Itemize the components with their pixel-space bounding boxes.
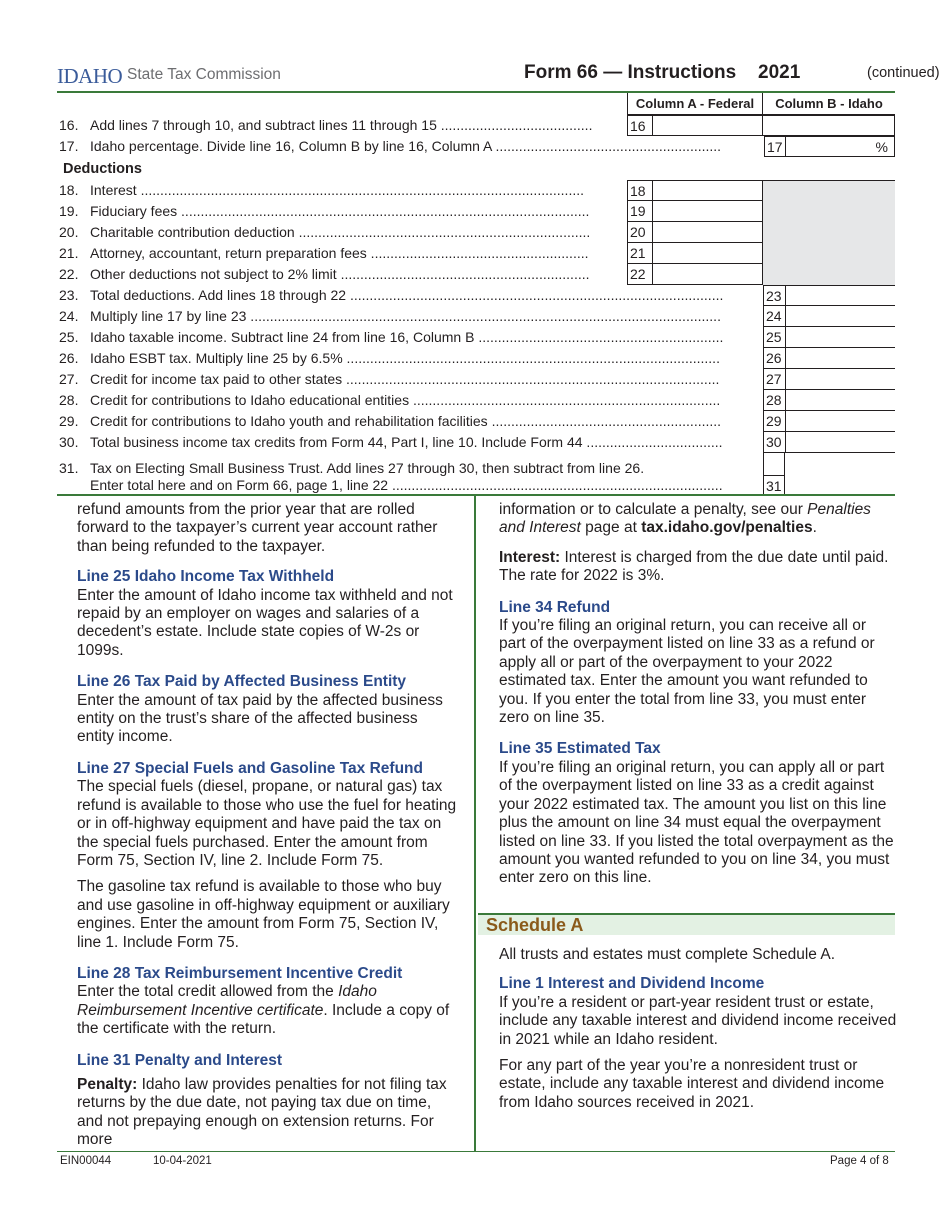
line-number: 27. <box>59 371 79 387</box>
line-31-heading: Line 31 Penalty and Interest <box>77 1051 283 1069</box>
interest-label: Interest: <box>499 548 561 566</box>
line-text: Credit for contributions to Idaho educational entities ............................................................................... <box>90 392 721 408</box>
line-26-heading: Line 26 Tax Paid by Affected Business Entity <box>77 673 407 691</box>
line-29-input[interactable] <box>785 411 895 432</box>
form-title: Form 66 — Instructions <box>524 62 737 83</box>
line-text: Idaho percentage. Divide line 16, Column B by line 16, Column A .......................................................... <box>90 138 722 154</box>
text: . <box>812 519 817 537</box>
line-number: 23. <box>59 287 79 303</box>
line-19 <box>57 201 895 222</box>
form-date: 10-04-2021 <box>153 1155 212 1167</box>
column-a-header: Column A - Federal <box>627 93 763 115</box>
line-1-body-2: For any part of the year you’re a nonresident trust or estate, include any taxable interest and dividend income from Idaho sources received in 2021. <box>499 1057 885 1111</box>
line-1-heading: Line 1 Interest and Dividend Income <box>499 975 765 993</box>
line-28-heading: Line 28 Tax Reimbursement Incentive Credit <box>77 964 403 982</box>
text: . Include a copy of the certificate with the return. <box>77 1001 450 1038</box>
line-35-heading: Line 35 Estimated Tax <box>499 740 661 758</box>
line-text: Other deductions not subject to 2% limit ................................................................ <box>90 266 590 282</box>
line-number: 22. <box>59 266 79 282</box>
line-25-input[interactable] <box>785 327 895 348</box>
line-text: Interest .................................................................................................................. <box>90 182 584 198</box>
box-label-31: 31 <box>763 475 785 496</box>
line-number: 28. <box>59 392 79 408</box>
line-25-body: Enter the amount of Idaho income tax withheld and not repaid by an employer on wages and salaries of a decedent’s estate. Include state copies of W-2s or 1099s. <box>77 586 453 659</box>
line-text: Add lines 7 through 10, and subtract lines 11 through 15 ....................................... <box>90 117 593 133</box>
schedule-a-intro: All trusts and estates must complete Schedule A. <box>499 946 836 963</box>
text: Enter the total credit allowed from the <box>77 983 339 1001</box>
certificate-name: Idaho Reimbursement Incentive certificate <box>77 983 377 1019</box>
text: Idaho law provides penalties for not filing tax returns by the due date, not paying tax due on time, and not prepaying enough on extension returns. For more <box>77 1075 447 1149</box>
line-20-col-a-input[interactable] <box>652 222 763 243</box>
box-label-17: 17 <box>764 136 786 157</box>
line-28-body <box>77 983 457 1038</box>
line-18 <box>57 180 895 201</box>
line-16-col-a-input[interactable] <box>652 115 763 136</box>
penalty-label: Penalty: <box>77 1075 138 1093</box>
line-34-body: If you’re filing an original return, you can receive all or part of the overpayment listed on line 33 as a refund or apply all or part of the overpayment to your 2022 estimated tax. Enter the amount you want refunded to you. If you enter the total from line 33, you must enter zero on line 35. <box>499 617 875 727</box>
line-text: Credit for contributions to Idaho youth and rehabilitation facilities ........................................................... <box>90 413 722 429</box>
line-number: 18. <box>59 182 79 198</box>
line-number: 31. <box>59 460 79 476</box>
line-text: Idaho ESBT tax. Multiply line 25 by 6.5% ................................................................................................ <box>90 350 720 366</box>
box-label-18: 18 <box>627 180 653 201</box>
box-label-26: 26 <box>763 348 786 369</box>
page-header <box>57 60 940 90</box>
text: page at <box>580 519 642 537</box>
box-label-20: 20 <box>627 222 653 243</box>
line-28-input[interactable] <box>785 390 895 411</box>
line-25-heading: Line 25 Idaho Income Tax Withheld <box>77 568 335 586</box>
idaho-logo: IDAHO <box>57 64 123 88</box>
line-30-input[interactable] <box>785 432 895 453</box>
line-number: 17. <box>59 138 79 154</box>
line-18-col-a-input[interactable] <box>652 180 763 201</box>
line-text-1: Tax on Electing Small Business Trust. Add lines 27 through 30, then subtract from line 26. <box>90 460 645 476</box>
line-number: 25. <box>59 329 79 345</box>
box-label-16: 16 <box>627 115 653 136</box>
line-text: Idaho taxable income. Subtract line 24 from line 16, Column B ............................................................... <box>90 329 724 345</box>
line-text: Charitable contribution deduction ........................................................................... <box>90 224 591 240</box>
line-27-input[interactable] <box>785 369 895 390</box>
line-number: 30. <box>59 434 79 450</box>
line-22 <box>57 264 895 285</box>
schedule-a-title: Schedule A <box>486 915 584 935</box>
line-text: Credit for income tax paid to other states ................................................................................................ <box>90 371 720 387</box>
agency-name: State Tax Commission <box>127 66 281 83</box>
penalties-link[interactable]: tax.idaho.gov/penalties <box>641 519 813 537</box>
line-text: Attorney, accountant, return preparation fees ........................................................ <box>90 245 589 261</box>
line-27-body-2: The gasoline tax refund is available to those who buy and use gasoline in off-highway equipment or auxiliary engines. Enter the amount from Form 75, Section IV, line 1. Include Form 75. <box>77 878 450 951</box>
line-number: 16. <box>59 117 79 133</box>
box-label-27: 27 <box>763 369 786 390</box>
line-text-2: Enter total here and on Form 66, page 1, line 22 ..................................................................................... <box>90 477 723 493</box>
line-number: 20. <box>59 224 79 240</box>
box-label-29: 29 <box>763 411 786 432</box>
box-label-25: 25 <box>763 327 786 348</box>
line-26-input[interactable] <box>785 348 895 369</box>
intro-text <box>499 501 897 538</box>
line-27-body-1: The special fuels (diesel, propane, or natural gas) tax refund is available to those who use the fuel for heating or in off-highway equipment and have paid the tax on the special fuels purchased. Enter the amount from Form 75, Section IV, line 2. Include Form 75. <box>77 778 457 869</box>
line-20 <box>57 222 895 243</box>
line-1-body-1: If you’re a resident or part-year resident trust or estate, include any taxable interest and dividend income received in 2021 while an Idaho resident. <box>499 993 897 1048</box>
line-16-col-b-input[interactable] <box>763 115 895 136</box>
continued-label: (continued) <box>867 65 940 81</box>
line-22-col-a-input[interactable] <box>652 264 763 285</box>
box-label-21: 21 <box>627 243 653 264</box>
interest-text <box>499 549 897 586</box>
line-text: Total deductions. Add lines 18 through 22 ................................................................................................ <box>90 287 724 303</box>
line-text: Fiduciary fees ......................................................................................................... <box>90 203 590 219</box>
section-rule <box>57 494 895 496</box>
box-label-23: 23 <box>763 285 786 306</box>
line-24-input[interactable] <box>785 306 895 327</box>
percent-sign: % <box>875 139 888 155</box>
box-label-22: 22 <box>627 264 653 285</box>
form-year: 2021 <box>758 62 801 83</box>
line-19-col-a-input[interactable] <box>652 201 763 222</box>
line-21-col-a-input[interactable] <box>652 243 763 264</box>
line-text: Total business income tax credits from Form 44, Part I, line 10. Include Form 44 ................................... <box>90 434 723 450</box>
column-divider <box>474 494 476 1152</box>
line-number: 26. <box>59 350 79 366</box>
text: Interest is charged from the due date until paid. The rate for 2022 is 3%. <box>499 548 889 585</box>
deductions-heading: Deductions <box>63 161 142 177</box>
line-21 <box>57 243 895 264</box>
schedule-a-banner <box>478 913 895 935</box>
schedule-a-content <box>499 946 897 1124</box>
line-17-input[interactable] <box>785 136 895 157</box>
box-label-30: 30 <box>763 432 786 453</box>
line-31-input[interactable] <box>785 452 895 496</box>
box-label-19: 19 <box>627 201 653 222</box>
line-34-heading: Line 34 Refund <box>499 598 611 616</box>
box-label-28: 28 <box>763 390 786 411</box>
line-text: Multiply line 17 by line 23 ......................................................................................................................... <box>90 308 721 324</box>
line-number: 29. <box>59 413 79 429</box>
line-26-body: Enter the amount of tax paid by the affected business entity on the trust’s share of the affected business entity income. <box>77 691 443 746</box>
form-code: EIN00044 <box>60 1155 112 1167</box>
right-column <box>499 501 897 901</box>
line-35-body: If you’re filing an original return, you can apply all or part of the overpayment listed on line 33 as a credit against your 2022 estimated tax. The amount you list on this line plus the amount on line 34 must equal the overpayment listed on line 33. If you listed the total overpayment as the amount you wanted refunded to you on line 34, you must enter zero on this line. <box>499 758 894 887</box>
intro-text: refund amounts from the prior year that are rolled forward to the taxpayer’s current year account rather than being refunded to the taxpayer. <box>77 501 438 555</box>
line-number: 24. <box>59 308 79 324</box>
line-number: 21. <box>59 245 79 261</box>
page-number: Page 4 of 8 <box>830 1155 889 1167</box>
line-31-body <box>77 1076 457 1150</box>
line-27-heading: Line 27 Special Fuels and Gasoline Tax Refund <box>77 759 423 777</box>
line-number: 19. <box>59 203 79 219</box>
line-23-input[interactable] <box>785 285 895 306</box>
left-column <box>77 501 457 1162</box>
box-label-24: 24 <box>763 306 786 327</box>
page-name: Penalties and Interest <box>499 501 871 537</box>
column-b-header: Column B - Idaho <box>763 93 895 115</box>
footer-rule <box>57 1151 895 1152</box>
text: information or to calculate a penalty, see our <box>499 501 808 518</box>
